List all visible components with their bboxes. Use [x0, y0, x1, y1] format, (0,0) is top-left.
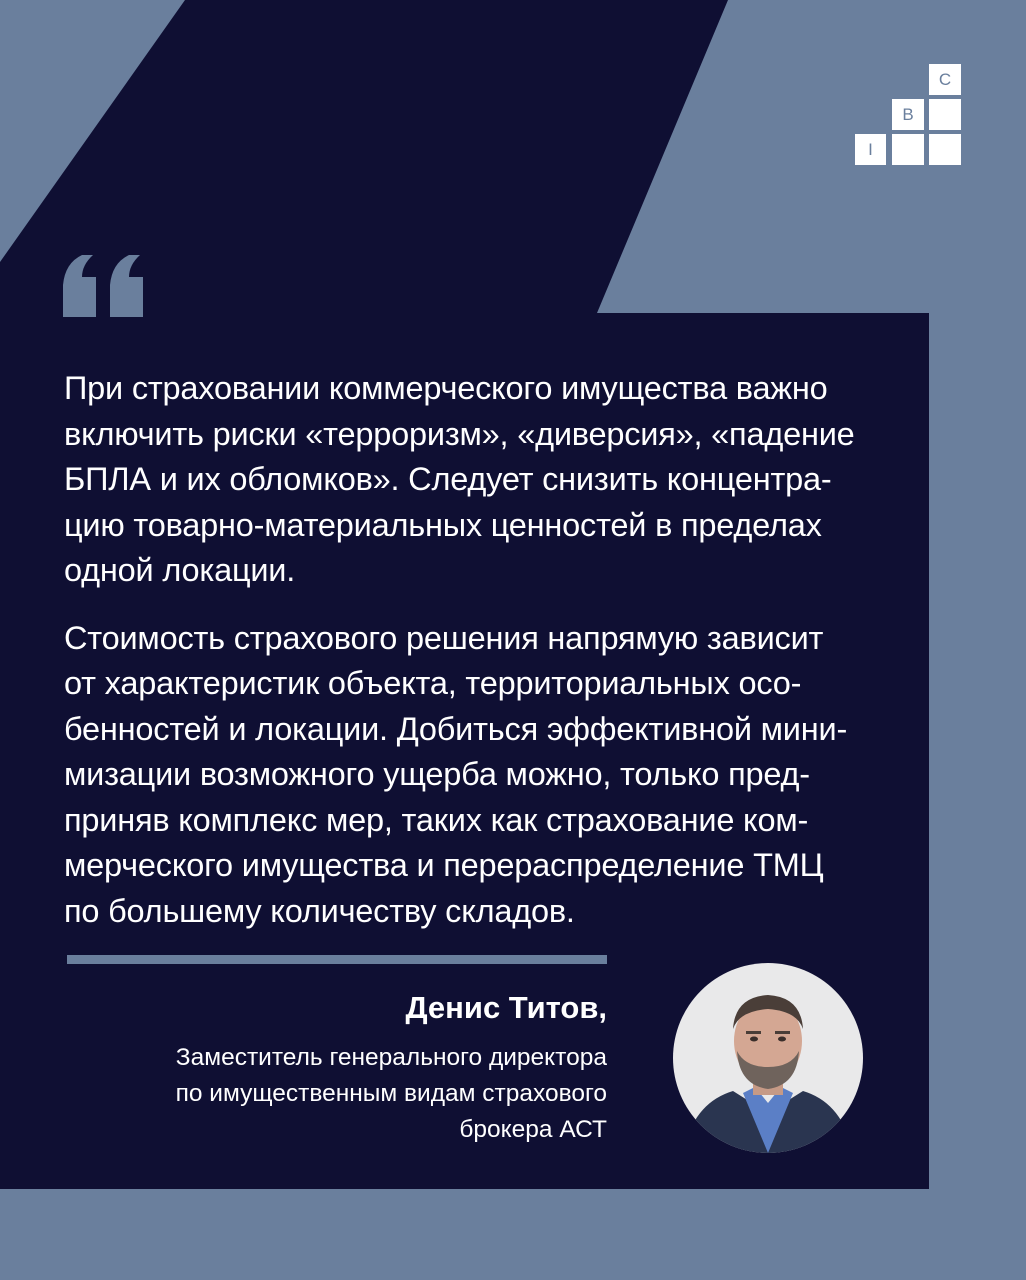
quote-paragraph-1: При страховании коммерческого имущества важно включить риски «терроризм», «диверсия», «падение БПЛА и их обломков». Следует снизить концентра- цию товарно-материальных ценностей в пределах одной локации.	[64, 370, 855, 588]
logo-block	[929, 99, 961, 130]
logo-letter-c: C	[929, 64, 961, 95]
quote-paragraph-2: Стоимость страхового решения напрямую зависит от характеристик объекта, территориальных осо- бенностей и локации. Добиться эффективной мини- мизации возможного ущерба можно, только пред- приняв комплекс мер, таких как страхование ком- мерческого имущества и перераспределение ТМЦ по большему количеству складов.	[64, 619, 848, 929]
logo-letter-b: B	[892, 99, 924, 130]
author-title: Заместитель генерального директора по имущественным видам страхового брокера АСТ	[175, 1044, 607, 1143]
person-portrait-icon	[673, 963, 863, 1153]
logo-block	[892, 134, 924, 165]
author-name: Денис Титов,	[405, 990, 607, 1025]
quote-body	[64, 366, 894, 934]
logo-letter-i: I	[855, 134, 886, 165]
divider	[67, 955, 607, 964]
logo-block	[929, 134, 961, 165]
quotation-marks-icon	[60, 255, 146, 317]
company-logo	[855, 64, 961, 166]
